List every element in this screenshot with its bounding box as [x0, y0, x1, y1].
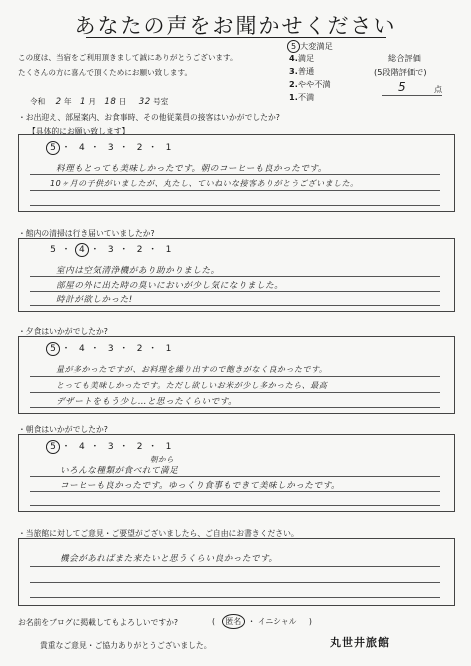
q5-line-3: [30, 597, 440, 598]
q1-scale-4[interactable]: 4: [79, 143, 85, 153]
q3-comment-1: 量が多かったですが、お料理を繰り出すので飽きがなく良かったです。: [56, 365, 328, 374]
q2-scale-4-selected[interactable]: 4: [75, 243, 89, 257]
date-line: [30, 96, 168, 108]
q4-comment-2: コーヒーも良かったです。ゆっくり食事もできて美味しかったです。: [60, 481, 341, 491]
q2-comment-2: 部屋の外に出た時の臭いにおいが少し気になりました。: [56, 281, 284, 291]
legend-num-3: 3: [289, 66, 295, 76]
blog-open-paren: (: [212, 617, 216, 626]
q5-line-2: [30, 582, 440, 583]
q1-scale-3[interactable]: 3: [107, 143, 114, 153]
q1-scale-1[interactable]: 1: [165, 143, 172, 153]
q3-text: ・夕食はいかがでしたか?: [18, 327, 108, 336]
month-value: 1: [80, 97, 86, 107]
q3-comment-2: とっても美味しかったです。ただし欲しいお米が少し多かったら、最高: [56, 381, 328, 390]
month-unit: 月: [88, 97, 96, 106]
intro-line-1: この度は、当宿をご利用頂きまして誠にありがとうございます。: [18, 53, 238, 62]
q4-scale-4[interactable]: 4: [79, 442, 85, 452]
legend-num-2: 2: [289, 79, 295, 89]
overall-value: 5: [398, 80, 407, 94]
q1-line-2: [30, 190, 440, 191]
q3-line-1: [30, 376, 440, 377]
q2-line-1: [30, 276, 440, 277]
legend-num-1: 1: [289, 92, 295, 102]
q4-annotation: 朝から: [150, 455, 174, 464]
q2-scale-1[interactable]: 1: [165, 245, 172, 255]
day-value: 18: [104, 97, 117, 107]
intro-line-2: たくさんの方に喜んで頂くためにお願い致します。: [18, 68, 193, 77]
blog-close-paren: ): [308, 617, 312, 626]
q3-scale: 5 ・ 4 ・ 3 ・ 2 ・ 1: [46, 341, 176, 356]
q1-subtext: 【具体的にお願い致します】: [28, 127, 130, 136]
q1-text: ・お出迎え、部屋案内、お食事時、その他従業員の接客はいかがでしたか?: [18, 113, 280, 122]
q2-comment-1: 室内は空気清浄機があり助かりました。: [56, 266, 220, 276]
q3-line-2: [30, 392, 440, 393]
q5-line-1: [30, 566, 440, 567]
q3-scale-4[interactable]: 4: [79, 344, 85, 354]
title-underline: [86, 37, 386, 38]
q4-text: ・朝食はいかがでしたか?: [18, 425, 108, 434]
overall-label: 総合評価: [388, 53, 421, 63]
q2-text: ・館内の清掃は行き届いていましたか?: [18, 229, 155, 238]
q4-line-1: [30, 476, 440, 477]
blog-separator: ・: [247, 617, 256, 626]
q4-scale-5-selected[interactable]: 5: [46, 440, 60, 454]
overall-sub: (5段階評価で): [374, 67, 427, 77]
q1-scale-5-selected[interactable]: 5: [46, 141, 60, 155]
q4-scale-2[interactable]: 2: [136, 442, 143, 452]
legend-label-3: 普通: [297, 66, 315, 76]
room-value: 32: [138, 97, 151, 107]
q3-scale-1[interactable]: 1: [165, 344, 172, 354]
blog-option-anonymous-selected[interactable]: 匿名: [222, 614, 246, 629]
blog-option-initial[interactable]: イニシャル: [257, 617, 297, 626]
q1-line-3: [30, 205, 440, 206]
legend-label-2: やや不満: [297, 79, 331, 89]
q1-scale-2[interactable]: 2: [136, 143, 143, 153]
q1-comment-2: 10ヶ月の子供がいましたが、丸たし、ていねいな接客ありがとうございました。: [50, 179, 359, 188]
q4-scale: 5 ・ 4 ・ 3 ・ 2 ・ 1: [46, 439, 176, 454]
q4-scale-3[interactable]: 3: [107, 442, 114, 452]
legend-label-5: 大変満足: [300, 41, 333, 51]
legend-item-5: [287, 40, 382, 53]
blog-question: お名前をブログに掲載してもよろしいですか?: [18, 618, 179, 627]
q4-scale-1[interactable]: 1: [165, 442, 172, 452]
legend-label-1: 不満: [297, 92, 315, 102]
q2-scale-5[interactable]: 5: [50, 245, 56, 255]
q2-line-2: [30, 291, 440, 292]
legend-label-4: 満足: [297, 53, 315, 63]
day-unit: 日: [118, 97, 127, 106]
legend-num-4: 4: [289, 53, 295, 63]
q2-scale-3[interactable]: 3: [107, 245, 114, 255]
q2-line-3: [30, 305, 440, 306]
q1-line-1: [30, 174, 440, 175]
rating-legend: [287, 40, 382, 105]
legend-item-2: 2.やや不満: [289, 79, 331, 89]
q3-comment-3: デザートをもう少し…と思ったくらいです。: [56, 397, 238, 407]
overall-underline: [382, 95, 442, 96]
q3-scale-3[interactable]: 3: [107, 344, 114, 354]
blog-options: [212, 614, 312, 629]
q4-comment-1: いろんな種類が食べれて満足: [60, 466, 179, 476]
q2-comment-3: 時計が欲しかった!: [56, 295, 133, 305]
q4-line-2: [30, 491, 440, 492]
page-title: あなたの声をお聞かせください: [74, 14, 397, 38]
q5-comment-box: [18, 538, 455, 606]
year-value: 2: [55, 97, 62, 107]
q3-scale-2[interactable]: 2: [136, 344, 143, 354]
q1-comment-1: 料理もとっても美味しかったです。朝のコーヒーも良かったです。: [56, 164, 327, 174]
q5-text: ・当旅館に対してご意見・ご要望がございましたら、ご自由にお書きください。: [18, 529, 299, 538]
year-unit: 年: [64, 97, 72, 106]
q3-scale-5-selected[interactable]: 5: [46, 342, 60, 356]
q3-line-3: [30, 407, 440, 408]
legend-num-5: 5: [287, 40, 300, 53]
q4-line-3: [30, 505, 440, 506]
q2-scale: 5 ・ 4 ・ 3 ・ 2 ・ 1: [46, 242, 176, 257]
q5-comment-1: 機会があればまた来たいと思うくらい良かったです。: [60, 554, 278, 564]
overall-unit: 点: [434, 84, 443, 94]
legend-item-4: 4.満足: [289, 53, 315, 63]
legend-item-3: 3.普通: [289, 66, 315, 76]
room-unit: 号室: [153, 97, 169, 106]
legend-item-1: 1.不満: [289, 92, 315, 102]
q1-scale: 5 ・ 4 ・ 3 ・ 2 ・ 1: [46, 140, 176, 155]
inn-name: 丸世井旅館: [330, 636, 390, 649]
thanks-text: 貴重なご意見・ご協力ありがとうございました。: [40, 641, 212, 650]
era: 令和: [30, 97, 46, 106]
q2-scale-2[interactable]: 2: [136, 245, 143, 255]
